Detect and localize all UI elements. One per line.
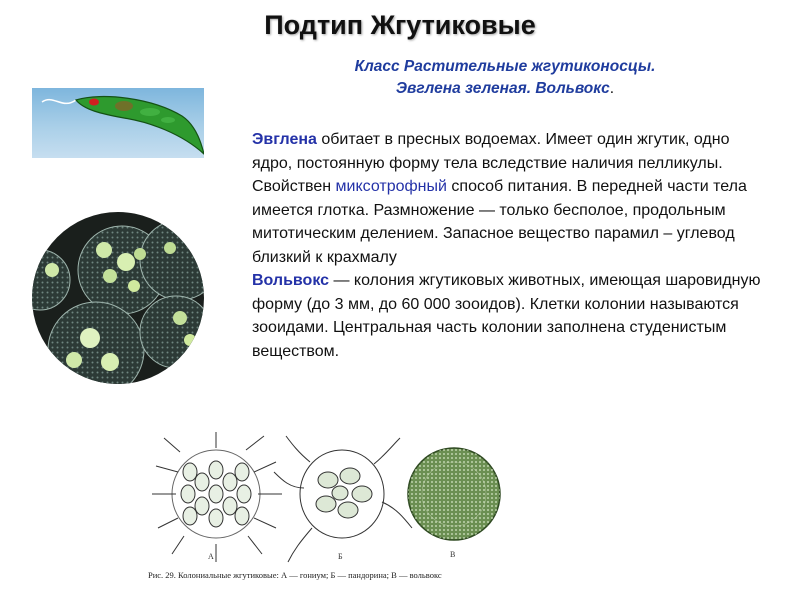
- page-title: Подтип Жгутиковые: [264, 10, 536, 40]
- figure-label-a: А: [208, 552, 214, 561]
- description-text: [252, 128, 772, 363]
- term-volvox: Вольвокс: [252, 272, 330, 289]
- colony-drawings-figure: [150, 432, 510, 568]
- term-euglena: Эвглена: [252, 131, 317, 148]
- nutrition-prefix: Свойствен: [252, 178, 336, 195]
- term-mixotrophic: миксотрофный: [335, 178, 447, 195]
- volvox-description: — колония жгутиковых животных, имеющая шаровидную форму (до 3 мм, до 60 000 зооидов). Клетки колонии называются зооидами. Центральная часть колонии заполнена студенистым веществом.: [252, 272, 761, 360]
- subtitle-line-2-text: Эвглена зеленая. Вольвокс: [395, 80, 610, 97]
- volvox-drawing: [408, 448, 500, 540]
- pandorina-drawing: [274, 436, 412, 562]
- class-subtitle: [255, 56, 755, 100]
- subtitle-line-2: [255, 78, 755, 100]
- figure-caption: Рис. 29. Колониальные жгутиковые: А — гониум; Б — пандорина; В — вольвокс: [148, 570, 442, 580]
- subtitle-line-1: Класс Растительные жгутиконосцы.: [354, 58, 656, 75]
- subtitle-period: .: [609, 80, 615, 97]
- nutrition-description: способ питания. В передней части тела имеется глотка. Размножение — только бесполое, продольным митотическим делением. Запасное вещество парамил – углевод близкий к крахмалу: [252, 178, 747, 266]
- gonium-drawing: [152, 432, 282, 562]
- euglena-description: обитает в пресных водоемах. Имеет один жгутик, одно ядро, постоянную форму тела вследствие наличия пелликулы.: [252, 131, 730, 172]
- figure-label-b: Б: [338, 552, 343, 561]
- figure-label-c: В: [450, 550, 456, 559]
- volvox-image: [30, 210, 206, 386]
- euglena-image: [32, 88, 204, 158]
